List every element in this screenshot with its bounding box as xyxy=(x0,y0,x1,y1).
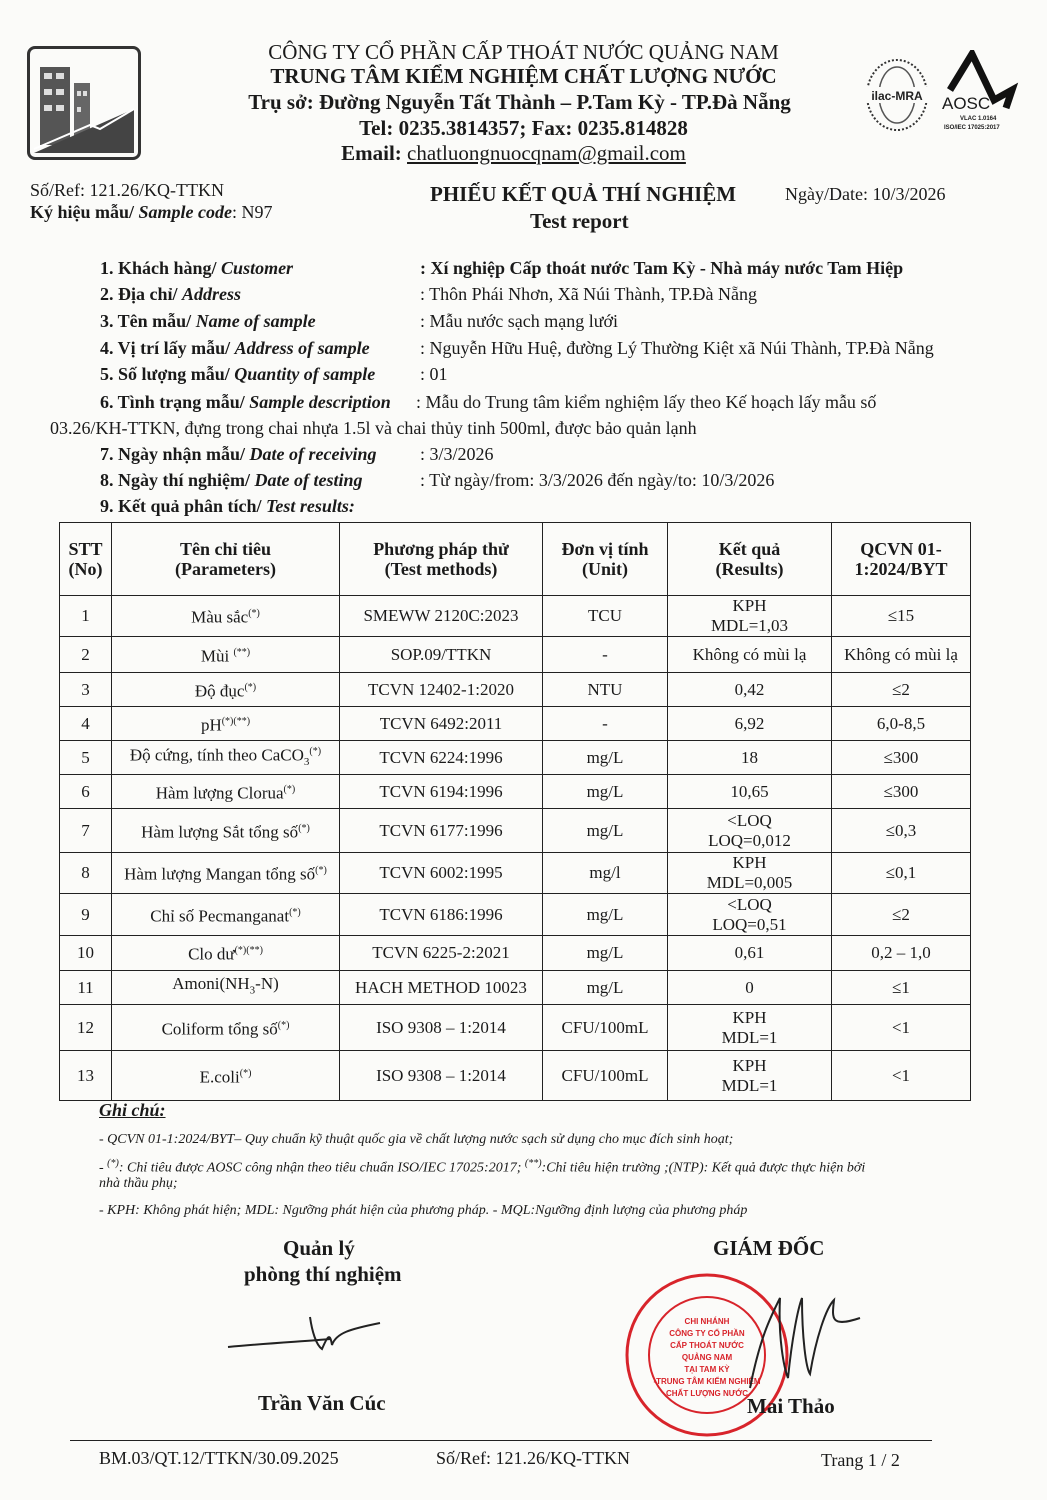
info-value: : Xí nghiệp Cấp thoát nước Tam Kỳ - Nhà máy nước Tam Hiệp xyxy=(420,258,904,278)
info-row xyxy=(100,364,448,385)
cell-method: SOP.09/TTKN xyxy=(340,637,543,673)
svg-text:CHI NHÁNH: CHI NHÁNH xyxy=(684,1317,730,1326)
right-signer-title: GIÁM ĐỐC xyxy=(713,1236,825,1260)
cell-unit: NTU xyxy=(543,673,668,707)
info-label-en: Sample description xyxy=(249,392,391,412)
result-line: MDL=1 xyxy=(721,1075,778,1095)
cell-no: 2 xyxy=(60,637,112,673)
table-header-row xyxy=(60,523,971,596)
column-header xyxy=(668,523,832,596)
result-line: KPH xyxy=(732,596,767,615)
ilac-mra-logo xyxy=(862,56,932,134)
cell-result xyxy=(668,637,832,673)
cell-unit: TCU xyxy=(543,596,668,637)
result-line: MDL=0,005 xyxy=(706,873,793,892)
cell-result xyxy=(668,707,832,741)
address: Trụ sở: Đường Nguyễn Tất Thành – P.Tam Kỳ - TP.Đà Nẵng xyxy=(248,90,791,114)
cell-parameter xyxy=(112,971,340,1005)
right-signer-name: Mai Thảo xyxy=(747,1394,835,1418)
email-line xyxy=(0,141,1037,166)
parameter-footnote: (*) xyxy=(277,1019,290,1031)
parameter-footnote: (*) xyxy=(309,746,322,758)
cell-limit: <1 xyxy=(832,1051,971,1101)
result-line: 10,65 xyxy=(730,781,769,801)
result-line: 6,92 xyxy=(734,713,765,733)
cell-result xyxy=(668,596,832,637)
cell-limit: ≤1 xyxy=(832,971,971,1005)
note-sup1: (*) xyxy=(107,1158,119,1169)
footer-page: Trang 1 / 2 xyxy=(821,1450,900,1470)
cell-parameter xyxy=(112,809,340,853)
note-sup2: (**) xyxy=(524,1158,542,1169)
cell-unit: mg/L xyxy=(543,741,668,775)
cell-method: TCVN 6194:1996 xyxy=(340,775,543,809)
info-label: 4. Vị trí lấy mẫu/ xyxy=(100,338,235,358)
table-row xyxy=(60,809,971,853)
cell-result xyxy=(668,1005,832,1051)
parameter-footnote: (*) xyxy=(244,681,257,693)
info-label: 7. Ngày nhận mẫu/ xyxy=(100,444,250,464)
center-name: TRUNG TÂM KIỂM NGHIỆM CHẤT LƯỢNG NƯỚC xyxy=(270,64,777,88)
cell-method: TCVN 12402-1:2020 xyxy=(340,673,543,707)
result-line: <LOQ xyxy=(727,894,772,914)
cell-no: 13 xyxy=(60,1051,112,1101)
info-row xyxy=(100,470,775,491)
column-header-line: (Test methods) xyxy=(384,559,498,579)
result-line: KPH xyxy=(732,1007,767,1027)
info-label: 1. Khách hàng/ xyxy=(100,258,222,278)
sample-code xyxy=(30,202,273,223)
info-label-en: Name of sample xyxy=(195,311,316,331)
cell-method: TCVN 6492:2011 xyxy=(340,707,543,741)
cell-unit: mg/L xyxy=(543,775,668,809)
info-value: : Từ ngày/from: 3/3/2026 đến ngày/to: 10/3/2026 xyxy=(420,470,775,490)
info-value: : Mẫu do Trung tâm kiểm nghiệm lấy theo Kế hoạch lấy mẫu số xyxy=(416,392,877,412)
result-line: 0,42 xyxy=(734,679,765,699)
footer-ref: Số/Ref: 121.26/KQ-TTKN xyxy=(436,1448,630,1468)
parameter-name: Hàm lượng Mangan tổng số xyxy=(124,864,316,884)
cell-limit: ≤0,1 xyxy=(832,853,971,894)
info-value: : 3/3/2026 xyxy=(420,444,494,464)
table-row xyxy=(60,637,971,673)
table-row xyxy=(60,894,971,936)
column-header-line: 1:2024/BYT xyxy=(854,559,948,579)
results-table xyxy=(59,522,971,1101)
report-date: Ngày/Date: 10/3/2026 xyxy=(785,184,946,204)
cell-parameter xyxy=(112,1005,340,1051)
svg-text:-TRUNG TÂM KIỂM NGHIỆM: -TRUNG TÂM KIỂM NGHIỆM xyxy=(653,1377,761,1386)
cell-unit: - xyxy=(543,707,668,741)
cell-unit: - xyxy=(543,637,668,673)
footer-divider xyxy=(70,1440,932,1441)
cell-no: 12 xyxy=(60,1005,112,1051)
left-signer-title-2: phòng thí nghiệm xyxy=(244,1262,402,1286)
cell-parameter xyxy=(112,673,340,707)
result-line: 18 xyxy=(741,747,758,767)
note-abbreviations: - KPH: Không phát hiện; MDL: Ngưỡng phát hiện của phương pháp. - MQL:Ngưỡng định lượng của phương pháp xyxy=(99,1203,748,1218)
cell-parameter xyxy=(112,1051,340,1101)
parameter-name: Hàm lượng Sắt tổng số xyxy=(141,822,299,842)
cell-limit: 0,2 – 1,0 xyxy=(832,936,971,971)
table-row xyxy=(60,1051,971,1101)
left-signature xyxy=(220,1305,390,1365)
phone-fax: Tel: 0235.3814357; Fax: 0235.814828 xyxy=(359,116,688,140)
parameter-name: Độ đục xyxy=(194,681,245,701)
cell-method: TCVN 6002:1995 xyxy=(340,853,543,894)
note-text-b: :Chỉ tiêu hiện trường ;(NTP): Kết quả được thực hiện bởi xyxy=(541,1160,866,1176)
table-row xyxy=(60,775,971,809)
cell-limit: <1 xyxy=(832,1005,971,1051)
cell-no: 8 xyxy=(60,853,112,894)
right-signature xyxy=(740,1278,870,1408)
column-header xyxy=(112,523,340,596)
sample-code-value: : N97 xyxy=(232,202,273,222)
parameter-name: Mùi xyxy=(200,646,234,666)
email-label: Email: xyxy=(341,141,408,165)
parameter-footnote: (*)(**) xyxy=(234,945,263,957)
column-header-line: (Results) xyxy=(715,559,784,579)
cell-limit: ≤300 xyxy=(832,741,971,775)
cell-result xyxy=(668,1051,832,1101)
cell-limit: Không có mùi lạ xyxy=(832,637,971,673)
cell-no: 7 xyxy=(60,809,112,853)
cell-unit: mg/L xyxy=(543,971,668,1005)
info-label: 5. Số lượng mẫu/ xyxy=(100,364,235,384)
cell-result xyxy=(668,741,832,775)
info-row xyxy=(100,392,877,413)
info-label: 2. Địa chỉ/ xyxy=(100,284,183,304)
result-line: KPH xyxy=(732,1055,767,1075)
report-subtitle: Test report xyxy=(530,209,629,233)
result-line: KPH xyxy=(732,853,767,872)
aosc-logo xyxy=(940,50,1024,140)
footer-form-code: BM.03/QT.12/TTKN/30.09.2025 xyxy=(99,1448,339,1468)
info-value: : xyxy=(348,496,355,516)
cell-unit: mg/l xyxy=(543,853,668,894)
note-text-a: : Chỉ tiêu được AOSC công nhận theo tiêu chuẩn ISO/IEC 17025:2017; xyxy=(118,1160,525,1176)
cell-parameter xyxy=(112,853,340,894)
cell-unit: CFU/100mL xyxy=(543,1005,668,1051)
svg-text:QUẢNG NAM: QUẢNG NAM xyxy=(681,1353,733,1362)
cell-limit: ≤2 xyxy=(832,894,971,936)
info-label-en: Date of receiving xyxy=(249,444,377,464)
parameter-footnote: (**) xyxy=(233,646,251,658)
cell-no: 1 xyxy=(60,596,112,637)
aosc-vlac: VLAC 1.0164 xyxy=(960,116,997,122)
parameter-name: pH xyxy=(200,715,222,735)
column-header-line: Phương pháp thử xyxy=(373,539,509,559)
parameter-footnote: (*) xyxy=(315,865,327,877)
cell-result xyxy=(668,775,832,809)
cell-unit: CFU/100mL xyxy=(543,1051,668,1101)
column-header xyxy=(60,523,112,596)
cell-parameter xyxy=(112,936,340,971)
table-row xyxy=(60,853,971,894)
cell-parameter xyxy=(112,741,340,775)
notes-title: Ghi chú: xyxy=(99,1100,166,1120)
parameter-footnote: (*) xyxy=(239,1067,252,1079)
svg-text:CÔNG TY CỔ PHẦN: CÔNG TY CỔ PHẦN xyxy=(669,1329,745,1338)
parameter-subscript: 3 xyxy=(249,984,256,997)
svg-text:TẠI TAM KỲ: TẠI TAM KỲ xyxy=(684,1365,730,1374)
info-row xyxy=(100,284,757,305)
note-accreditation xyxy=(99,1158,865,1177)
cell-method: SMEWW 2120C:2023 xyxy=(340,596,543,637)
cell-method: ISO 9308 – 1:2014 xyxy=(340,1051,543,1101)
cell-unit: mg/L xyxy=(543,809,668,853)
ilac-logo-icon xyxy=(862,56,932,134)
table-row xyxy=(60,1005,971,1051)
result-line: LOQ=0,51 xyxy=(712,914,787,934)
aosc-iso: ISO/IEC 17025:2017 xyxy=(944,125,1000,131)
parameter-name: Chỉ số Pecmanganat xyxy=(150,906,290,926)
column-header-line: Kết quả xyxy=(718,539,781,559)
parameter-name: Clo dư xyxy=(188,944,235,964)
info-row xyxy=(100,311,619,332)
cell-parameter xyxy=(112,894,340,936)
info-label-en: Address of sample xyxy=(234,338,370,358)
cell-limit: ≤15 xyxy=(832,596,971,637)
parameter-subscript: 3 xyxy=(303,756,310,769)
parameter-name: Amoni(NH xyxy=(172,974,250,994)
cell-no: 9 xyxy=(60,894,112,936)
parameter-name: Màu sắc xyxy=(191,607,249,627)
parameter-name-suffix: -N) xyxy=(255,974,279,994)
email-link[interactable]: chatluongnuocqnam@gmail.com xyxy=(407,141,686,165)
info-label-en: Address xyxy=(182,284,242,304)
info-label-en: Date of testing xyxy=(254,470,363,490)
parameter-footnote: (*) xyxy=(298,822,310,834)
cell-method: HACH METHOD 10023 xyxy=(340,971,543,1005)
info-value: : 01 xyxy=(420,364,448,384)
table-row xyxy=(60,741,971,775)
svg-text:CẤP THOÁT NƯỚC: CẤP THOÁT NƯỚC xyxy=(670,1341,744,1350)
info-label: 9. Kết quả phân tích/ xyxy=(100,496,267,516)
svg-text:ilac-MRA: ilac-MRA xyxy=(871,89,923,103)
result-line: Không có mùi lạ xyxy=(692,644,807,664)
column-header-line: QCVN 01- xyxy=(860,539,942,559)
cell-limit: ≤300 xyxy=(832,775,971,809)
cell-limit: 6,0-8,5 xyxy=(832,707,971,741)
company-name: CÔNG TY CỔ PHẦN CẤP THOÁT NƯỚC QUẢNG NAM xyxy=(268,40,779,64)
info-label-en: Test results xyxy=(266,496,349,516)
table-row xyxy=(60,936,971,971)
cell-method: TCVN 6186:1996 xyxy=(340,894,543,936)
info-label: 3. Tên mẫu/ xyxy=(100,311,196,331)
sample-description-continued: 03.26/KH-TTKN, đựng trong chai nhựa 1.5l và chai thủy tinh 500ml, được bảo quản lạnh xyxy=(50,418,697,438)
note-qcvn: - QCVN 01-1:2024/BYT– Quy chuẩn kỹ thuật quốc gia về chất lượng nước sạch sử dụng cho mục đích sinh hoạt; xyxy=(99,1132,734,1147)
cell-parameter xyxy=(112,775,340,809)
sample-code-label-en: Sample code xyxy=(138,202,233,222)
parameter-footnote: (*) xyxy=(289,906,301,918)
info-label-en: Quantity of sample xyxy=(234,364,376,384)
cell-result xyxy=(668,894,832,936)
column-header-line: (Parameters) xyxy=(175,559,276,579)
cell-method: TCVN 6177:1996 xyxy=(340,809,543,853)
info-label-en: Customer xyxy=(221,258,294,278)
info-label: 6. Tình trạng mẫu/ xyxy=(100,392,250,412)
info-value: : Thôn Phái Nhơn, Xã Núi Thành, TP.Đà Nẵng xyxy=(420,284,757,304)
table-row xyxy=(60,673,971,707)
result-line: LOQ=0,012 xyxy=(708,830,791,850)
cell-no: 10 xyxy=(60,936,112,971)
table-row xyxy=(60,596,971,637)
result-line: <LOQ xyxy=(727,810,772,830)
note-dash: - xyxy=(99,1160,108,1176)
cell-unit: mg/L xyxy=(543,894,668,936)
cell-no: 6 xyxy=(60,775,112,809)
info-row xyxy=(100,496,355,517)
aosc-label: AOSC xyxy=(942,94,991,113)
column-header xyxy=(832,523,971,596)
parameter-name: Độ cứng, tính theo CaCO xyxy=(129,746,304,766)
info-value: : Mẫu nước sạch mạng lưới xyxy=(420,311,619,331)
cell-no: 4 xyxy=(60,707,112,741)
cell-parameter xyxy=(112,707,340,741)
info-row xyxy=(100,258,904,279)
cell-limit: ≤0,3 xyxy=(832,809,971,853)
cell-method: TCVN 6224:1996 xyxy=(340,741,543,775)
result-line: MDL=1 xyxy=(721,1027,778,1047)
info-value: : Nguyễn Hữu Huệ, đường Lý Thường Kiệt xã Núi Thành, TP.Đà Nẵng xyxy=(420,338,934,358)
column-header xyxy=(543,523,668,596)
column-header xyxy=(340,523,543,596)
cell-result xyxy=(668,809,832,853)
result-line: 0,61 xyxy=(734,943,765,962)
column-header-line: STT xyxy=(68,539,103,559)
left-signer-title-1: Quản lý xyxy=(283,1236,355,1260)
result-line: 0 xyxy=(745,977,754,997)
note-subcontractor: nhà thầu phụ; xyxy=(99,1176,178,1191)
cell-parameter xyxy=(112,637,340,673)
column-header-line: (Unit) xyxy=(582,559,628,579)
cell-no: 3 xyxy=(60,673,112,707)
cell-method: ISO 9308 – 1:2014 xyxy=(340,1005,543,1051)
parameter-name: E.coli xyxy=(199,1067,240,1087)
column-header-line: Đơn vị tính xyxy=(561,539,649,559)
cell-no: 11 xyxy=(60,971,112,1005)
column-header-line: Tên chỉ tiêu xyxy=(179,539,271,559)
cell-unit: mg/L xyxy=(543,936,668,971)
cell-method: TCVN 6225-2:2021 xyxy=(340,936,543,971)
parameter-name: Hàm lượng Clorua xyxy=(155,783,284,803)
cell-no: 5 xyxy=(60,741,112,775)
info-row xyxy=(100,444,494,465)
cell-result xyxy=(668,971,832,1005)
parameter-footnote: (*)(**) xyxy=(221,715,251,727)
sample-code-label: Ký hiệu mẫu/ xyxy=(30,202,139,222)
cell-result xyxy=(668,853,832,894)
result-line: MDL=1,03 xyxy=(710,616,789,635)
parameter-name: Coliform tổng số xyxy=(161,1019,278,1039)
cell-limit: ≤2 xyxy=(832,673,971,707)
cell-result xyxy=(668,936,832,971)
column-header-line: (No) xyxy=(68,559,103,579)
cell-parameter xyxy=(112,596,340,637)
info-label: 8. Ngày thí nghiệm/ xyxy=(100,470,255,490)
parameter-footnote: (*) xyxy=(248,608,260,620)
ref-number: Số/Ref: 121.26/KQ-TTKN xyxy=(30,180,224,200)
svg-text:CHẤT LƯỢNG NƯỚC: CHẤT LƯỢNG NƯỚC xyxy=(665,1389,749,1398)
table-row xyxy=(60,707,971,741)
report-title: PHIẾU KẾT QUẢ THÍ NGHIỆM xyxy=(430,182,737,206)
cell-result xyxy=(668,673,832,707)
table-row xyxy=(60,971,971,1005)
info-row xyxy=(100,338,934,359)
left-signer-name: Trần Văn Cúc xyxy=(258,1391,386,1415)
parameter-footnote: (*) xyxy=(283,783,296,795)
